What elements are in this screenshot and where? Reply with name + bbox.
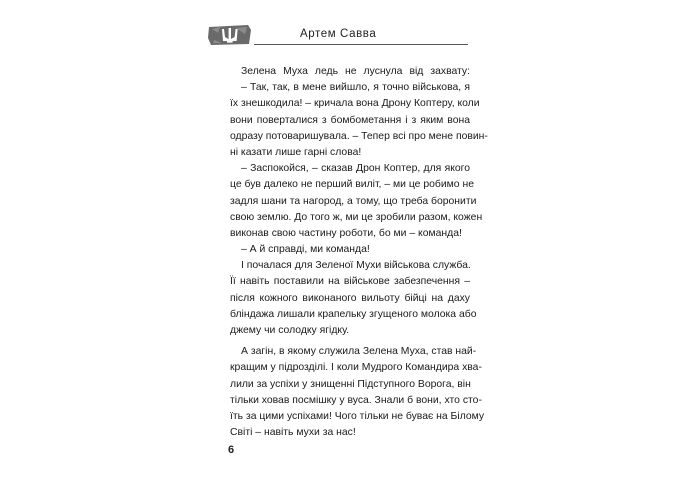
text-line: бліндажа лишали крапельку згущеного молока або	[230, 308, 477, 320]
text-line: лили за успіхи у знищенні Підступного Ворога, він	[230, 378, 471, 390]
page-number: 6	[228, 444, 235, 456]
text-line: Світі – навіть мухи за нас!	[230, 427, 356, 439]
text-line: А загін, в якому служила Зелена Муха, став най-	[241, 346, 477, 358]
text-line: вони поверталися з бомбометання і з яким вона	[230, 114, 470, 126]
text-line: їх знешкодила! – кричала вона Дрону Коптеру, коли	[230, 98, 480, 110]
text-line: тільки ховав посмішку у вуса. Знали б вони, хто сто-	[230, 394, 482, 406]
text-line: їть за цими успіхами! Чого тільки не буває на Білому	[230, 410, 485, 422]
text-line: джему чи солодку ягідку.	[230, 325, 350, 336]
text-line: Її навіть поставили на військове забезпечення –	[230, 276, 470, 288]
running-header-author: Артем Савва	[300, 28, 377, 40]
text-line: – Так, так, в мене вийшло, я точно військова, я	[241, 82, 470, 94]
paragraph	[230, 161, 483, 242]
text-line: – Заспокойся, – сказав Дрон Коптер, для якого	[241, 163, 470, 175]
body-text	[230, 64, 488, 441]
text-line: виконав свою частину роботи, бо ми – команда!	[230, 227, 462, 239]
text-line: задля шани та нагород, а тому, що треба боронити	[230, 195, 477, 207]
text-line: І почалася для Зеленої Мухи військова служба.	[241, 260, 471, 272]
text-line: одразу потоваришувала. – Тепер всі про мене повин-	[230, 130, 488, 142]
text-line: Зелена Муха ледь не луснула від захвату:	[241, 66, 470, 77]
text-line: ні казати лише гарні слова!	[230, 146, 362, 158]
text-line: свою землю. До того ж, ми це зробили разом, кожен	[230, 211, 483, 223]
text-line: кращим у підрозділі. І коли Мудрого Командира хва-	[230, 362, 482, 374]
paragraph	[230, 64, 488, 161]
text-line: це був далеко не перший виліт, – ми це робимо не	[230, 179, 474, 191]
paragraph	[230, 258, 477, 339]
paragraph	[230, 242, 470, 258]
text-line: після кожного виконаного вильоту бійці на даху	[230, 292, 470, 304]
text-line: – А й справді, ми команда!	[241, 244, 370, 256]
paragraph	[230, 344, 485, 441]
header-rule	[254, 44, 468, 45]
trident-emblem-icon	[208, 24, 252, 46]
